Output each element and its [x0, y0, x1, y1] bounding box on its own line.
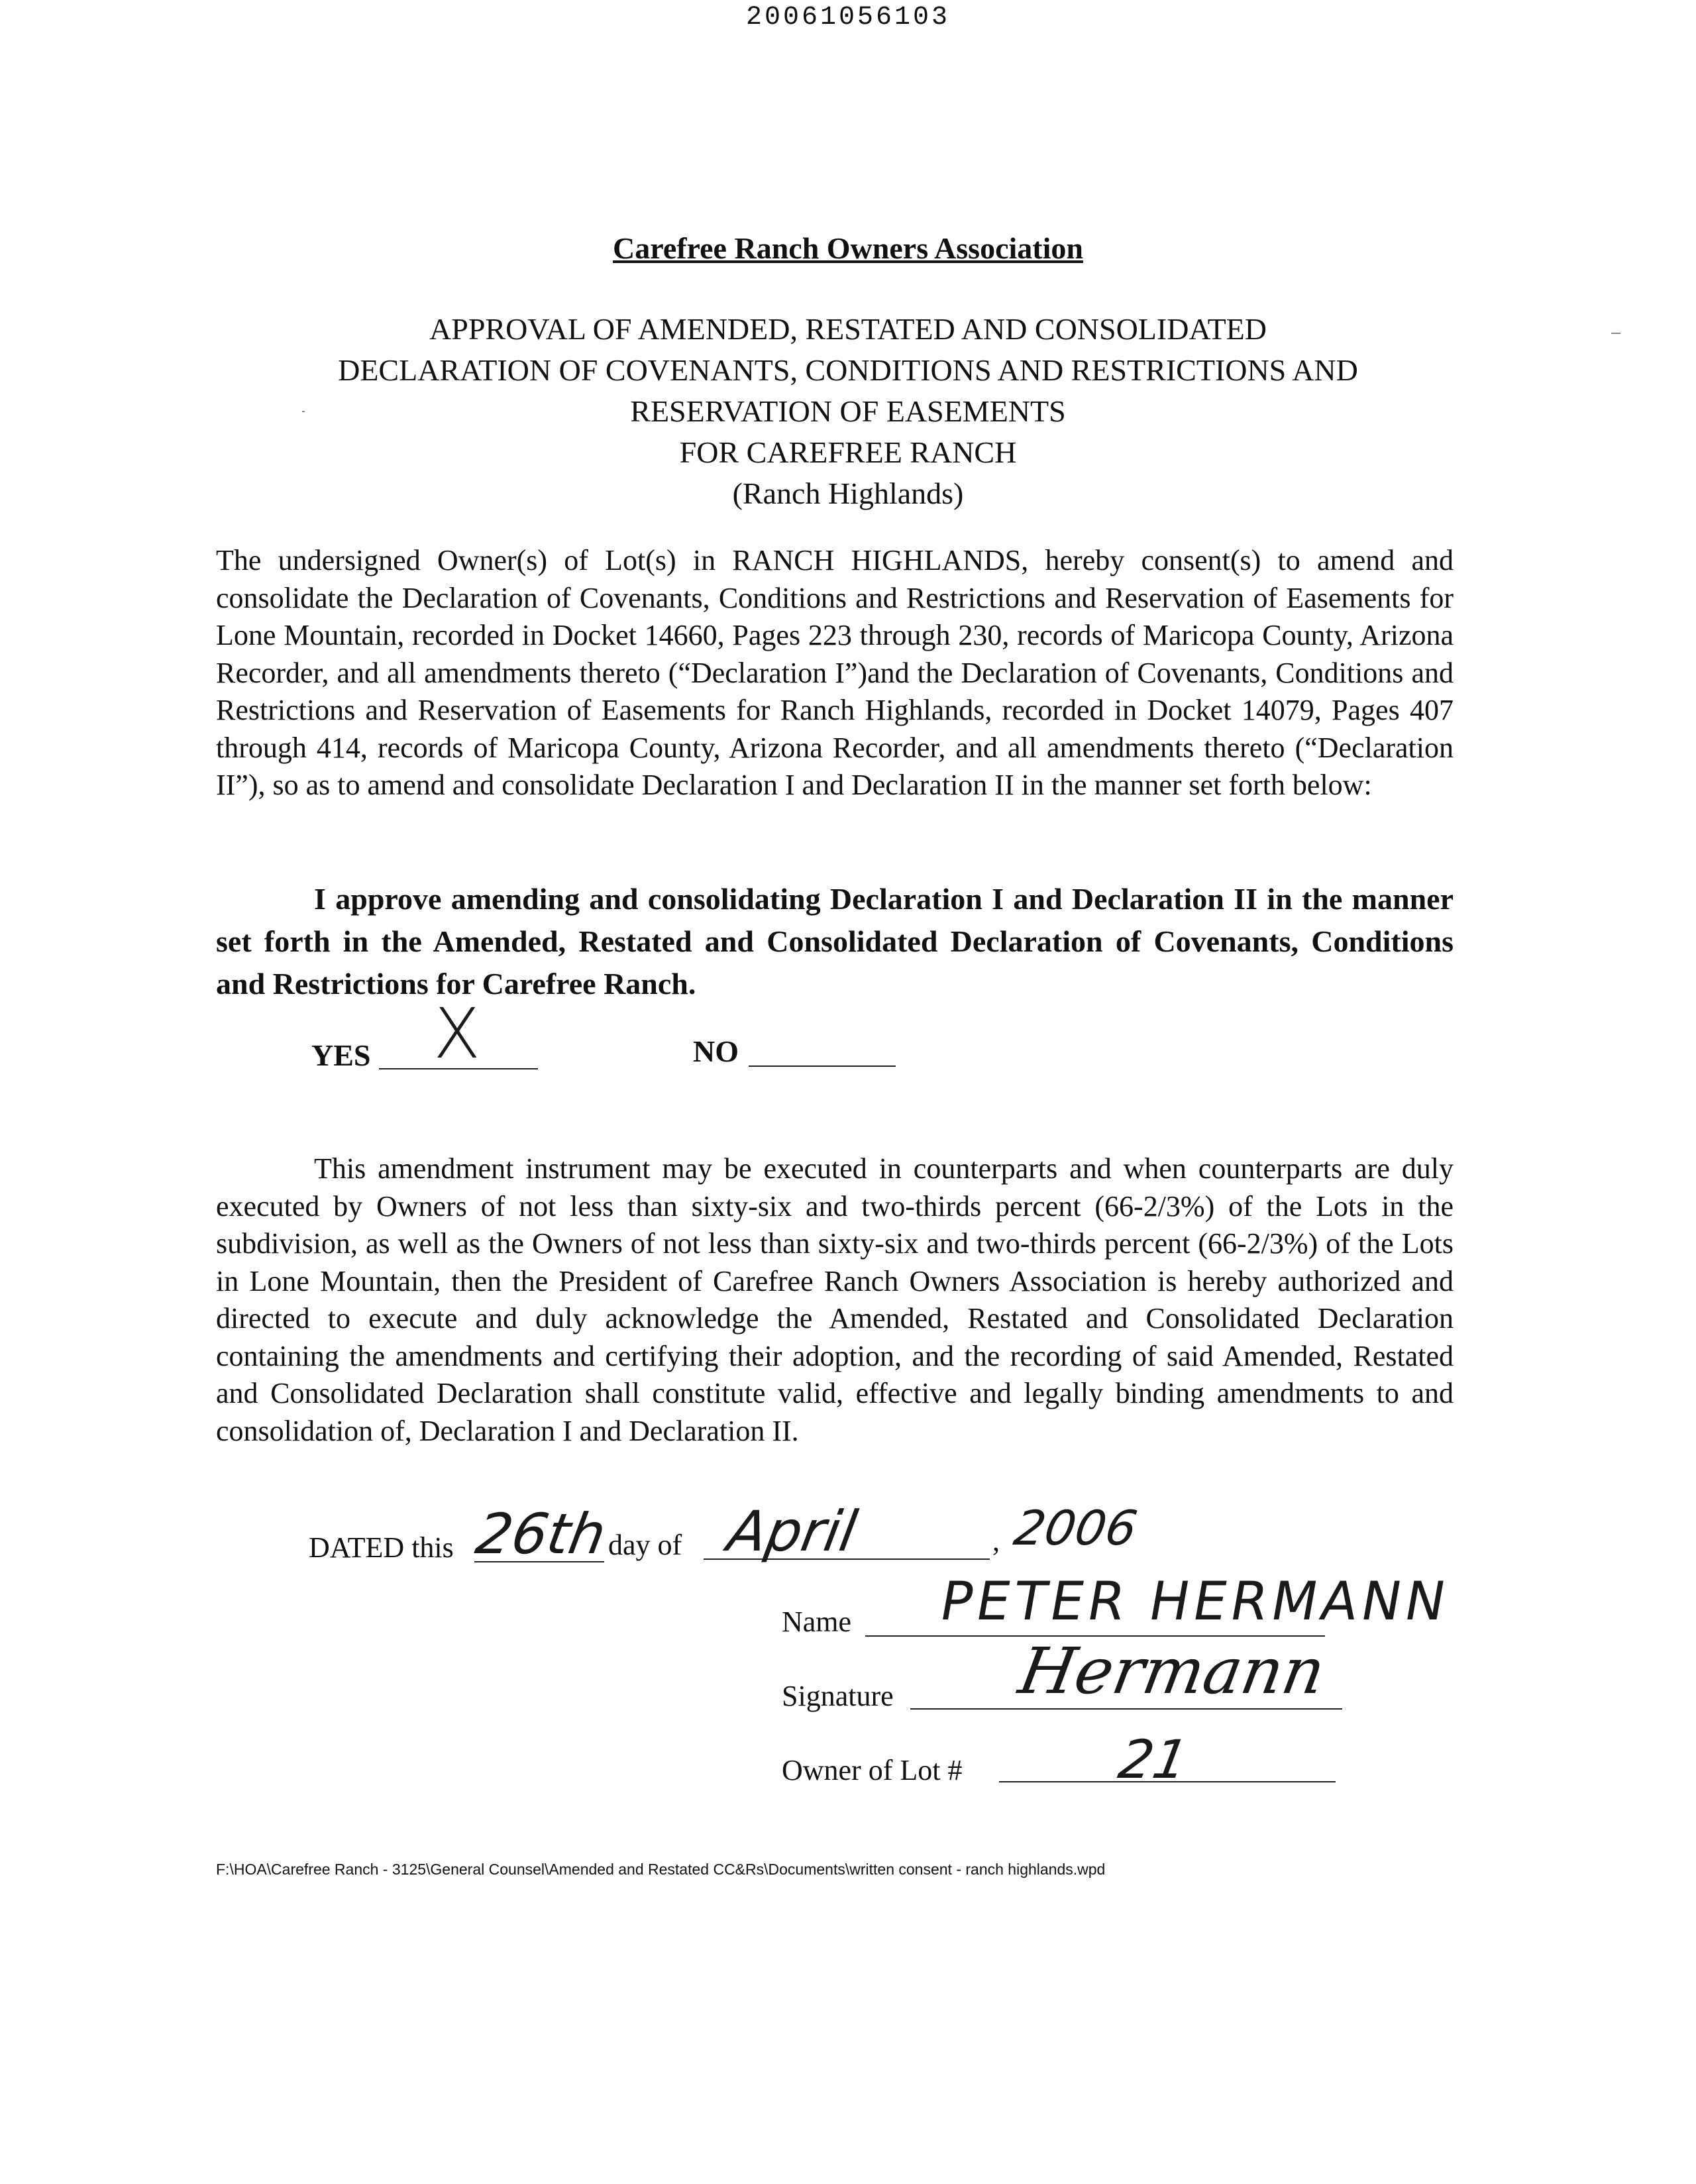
dated-prefix: DATED this — [309, 1531, 454, 1564]
name-label: Name — [782, 1606, 852, 1638]
counterparts-paragraph: This amendment instrument may be executed in counterparts and when counterparts are duly executed by Owners of not less than sixty-six and two-thirds percent (66-2/3%) of the Lots in the subdivision, as well as the Owners of not less than sixty-six and two-thirds percent (66-2/3%) of the Lots in Lone Mountain, then the President of Carefree Ranch Owners Association is hereby authorized and directed to execute and duly acknowledge the Amended, Restated and Consolidated Declaration containing the amendments and certifying their adoption, and the recording of said Amended, Restated and Consolidated Declaration shall constitute valid, effective and legally binding amendments to and consolidation of, Declaration I and Declaration II. — [216, 1152, 1454, 1447]
signature-label: Signature — [782, 1680, 894, 1712]
lot-label: Owner of Lot # — [782, 1754, 963, 1786]
approval-statement: I approve amending and consolidating Declaration I and Declaration II in the manner set forth in the Amended, Restated and Consolidated Declaration of Covenants, Conditions and Restrictions for Carefree Ranch. — [216, 882, 1454, 1001]
title-line: FOR CAREFREE RANCH — [679, 435, 1017, 469]
no-line[interactable] — [749, 1028, 896, 1067]
document-title — [199, 309, 1497, 514]
title-line: DECLARATION OF COVENANTS, CONDITIONS AND RESTRICTIONS AND — [338, 353, 1358, 387]
yes-label: YES — [311, 1038, 371, 1072]
organization-heading: Carefree Ranch Owners Association — [613, 231, 1083, 265]
year-value: 2006 — [1010, 1500, 1141, 1556]
yes-mark: X — [433, 993, 481, 1074]
title-line: (Ranch Highlands) — [732, 476, 964, 510]
footer-file-path: F:\HOA\Carefree Ranch - 3125\General Counsel\Amended and Restated CC&Rs\Documents\written consent - ranch highlands.wpd — [216, 1861, 1106, 1878]
day-of-label: day of — [608, 1529, 682, 1561]
date-comma: , — [992, 1525, 1000, 1557]
scan-speck — [1611, 333, 1620, 334]
no-label: NO — [693, 1034, 739, 1068]
lot-value: 21 — [1114, 1729, 1193, 1790]
consent-paragraph: The undersigned Owner(s) of Lot(s) in RANCH HIGHLANDS, hereby consent(s) to amend and consolidate the Declaration of Covenants, Conditions and Restrictions and Reservation of Easements for Lone Mountain, recorded in Docket 14660, Pages 223 through 230, records of Maricopa County, Arizona Recorder, and all amendments thereto (“Declaration I”)and the Declaration of Covenants, Conditions and Restrictions and Reservation of Easements for Ranch Highlands, recorded in Docket 14079, Pages 407 through 414, records of Maricopa County, Arizona Recorder, and all amendments thereto (“Declaration II”), so as to amend and consolidate Declaration I and Declaration II in the manner set forth below: — [216, 544, 1454, 801]
document-number: 20061056103 — [745, 3, 951, 32]
title-line: RESERVATION OF EASEMENTS — [630, 394, 1066, 428]
name-value: PETER HERMANN — [935, 1570, 1455, 1632]
day-value: 26th — [471, 1502, 611, 1566]
scan-speck — [302, 411, 305, 412]
month-value: April — [723, 1499, 862, 1564]
title-line: APPROVAL OF AMENDED, RESTATED AND CONSOLIDATED — [429, 312, 1267, 346]
signature-value: Hermann — [1014, 1634, 1331, 1708]
